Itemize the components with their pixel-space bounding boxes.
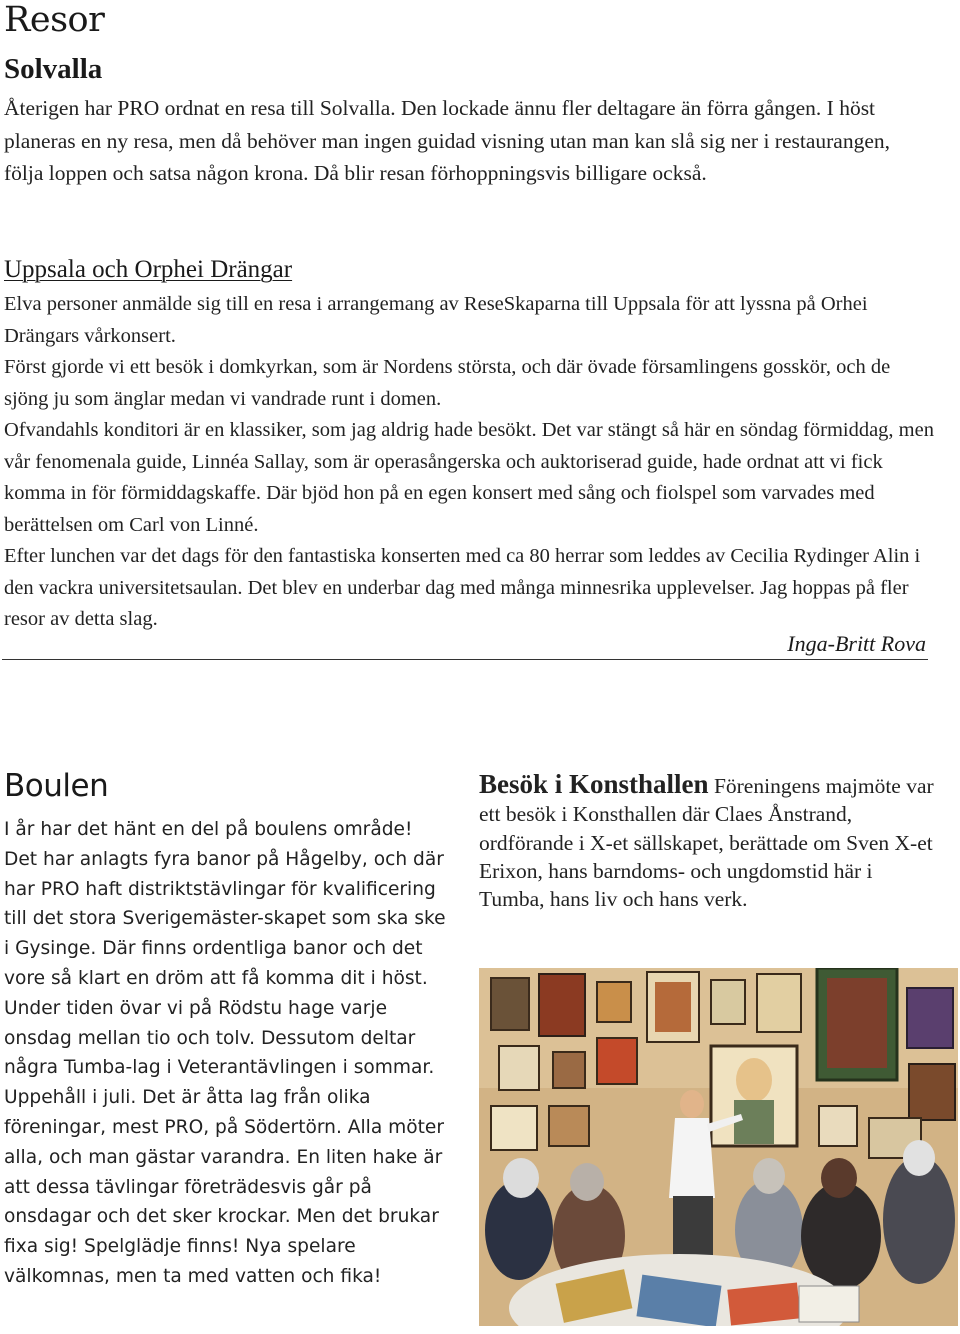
page-title: Resor (4, 0, 105, 40)
painting (711, 980, 745, 1024)
painting (597, 1038, 637, 1084)
uppsala-article (4, 289, 939, 636)
solvalla-heading: Solvalla (4, 53, 103, 85)
painting-inner (655, 982, 691, 1032)
boulen-heading: Boulen (4, 768, 109, 804)
konsthallen-body: Föreningens majmöte var ett besök i Konsthallen där Claes Ånstrand, ordförande i X-et sällskapet, berättade om Sven X-et Erixon, hans barndoms- och ungdomstid här i Tumba, hans liv och hans verk. (479, 774, 934, 912)
uppsala-paragraph: Efter lunchen var det dags för den fantastiska konserten med ca 80 herrar som leddes av Cecilia Rydinger Alin i den vackra universitetsaulan. Det blev en underbar dag med många minnesrika upplevelser. Jag hoppas på fler resor av detta slag. (4, 545, 921, 630)
painting (907, 988, 953, 1048)
painting (597, 982, 631, 1022)
presenter-shirt (669, 1118, 715, 1198)
audience-member (801, 1182, 881, 1290)
presenter-head (680, 1090, 704, 1118)
portrait-body (734, 1100, 774, 1144)
painting (909, 1064, 955, 1120)
book (727, 1282, 800, 1325)
audience-head (903, 1140, 935, 1176)
konsthallen-heading: Besök i Konsthallen (479, 769, 709, 799)
painting (491, 978, 529, 1030)
author-signature: Inga-Britt Rova (787, 631, 926, 656)
presenter-trousers (673, 1196, 713, 1256)
painting (549, 1106, 589, 1146)
audience-head (570, 1163, 604, 1201)
painting (553, 1052, 585, 1088)
section-divider (2, 659, 928, 660)
painting (499, 1046, 539, 1090)
painting (819, 1106, 857, 1146)
painting (539, 974, 585, 1036)
uppsala-heading: Uppsala och Orphei Drängar (4, 256, 293, 283)
large-painting-inner (827, 978, 887, 1068)
painting (757, 974, 801, 1032)
gallery-photo-illustration (479, 968, 958, 1326)
book (799, 1286, 859, 1322)
audience-head (503, 1158, 539, 1198)
exhibition-photo (479, 968, 958, 1326)
audience-head (753, 1158, 785, 1194)
uppsala-paragraph: Först gjorde vi ett besök i domkyrkan, som är Nordens största, och där övade församlingens gosskör, och de sjöng ju som änglar medan vi vandrade runt i domen. (4, 356, 891, 410)
painting (491, 1106, 537, 1150)
uppsala-paragraph: Ofvandahls konditori är en klassiker, som jag aldrig hade besökt. Det var stängt så här en söndag förmiddag, men vår fenomenala guide, Linnéa Sallay, som är operasångerska och auktoriserad guide, hade ordnat att vi fick komma in för förmiddagskaffe. Där bjöd hon på en egen konsert med sång och fiolspel som varvades med berättelsen om Carl von Linné. (4, 419, 934, 536)
boulen-body: I år har det hänt en del på boulens område! Det har anlagts fyra banor på Hågelby, och där har PRO haft distriktstävlingar för kvalificering till det stora Sverigemäster-skapet som ska ske i Gysinge. Där finns ordentliga banor och det vore så klart en dröm att få komma dit i höst. Under tiden övar vi på Rödstu hage varje onsdag mellan tio och tolv. Dessutom deltar några Tumba-lag i Veterantävlingen i sommar. Uppehåll i juli. Det är åtta lag från olika föreningar, mest PRO, på Södertörn. Alla möter alla, och man gästar varandra. En liten hake är att dessa tävlingar företrädesvis går på onsdagar och det sker krockar. Men det brukar fixa sig! Spelglädje finns! Nya spelare välkomnas, men ta med vatten och fika! (4, 819, 446, 1287)
konsthallen-article (479, 770, 934, 913)
audience-head (821, 1158, 857, 1198)
portrait-face (736, 1058, 772, 1102)
uppsala-paragraph: Elva personer anmälde sig till en resa i arrangemang av ReseSkaparna till Uppsala för att lyssna på Orhei Drängars vårkonsert. (4, 293, 868, 347)
solvalla-body: Återigen har PRO ordnat en resa till Solvalla. Den lockade ännu fler deltagare än förra gången. I höst planeras en ny resa, men då behöver man ingen guidad visning utan man kan slå sig ner i restaurangen, följa loppen och satsa någon krona. Då blir resan förhoppningsvis billigare också. (4, 96, 891, 185)
